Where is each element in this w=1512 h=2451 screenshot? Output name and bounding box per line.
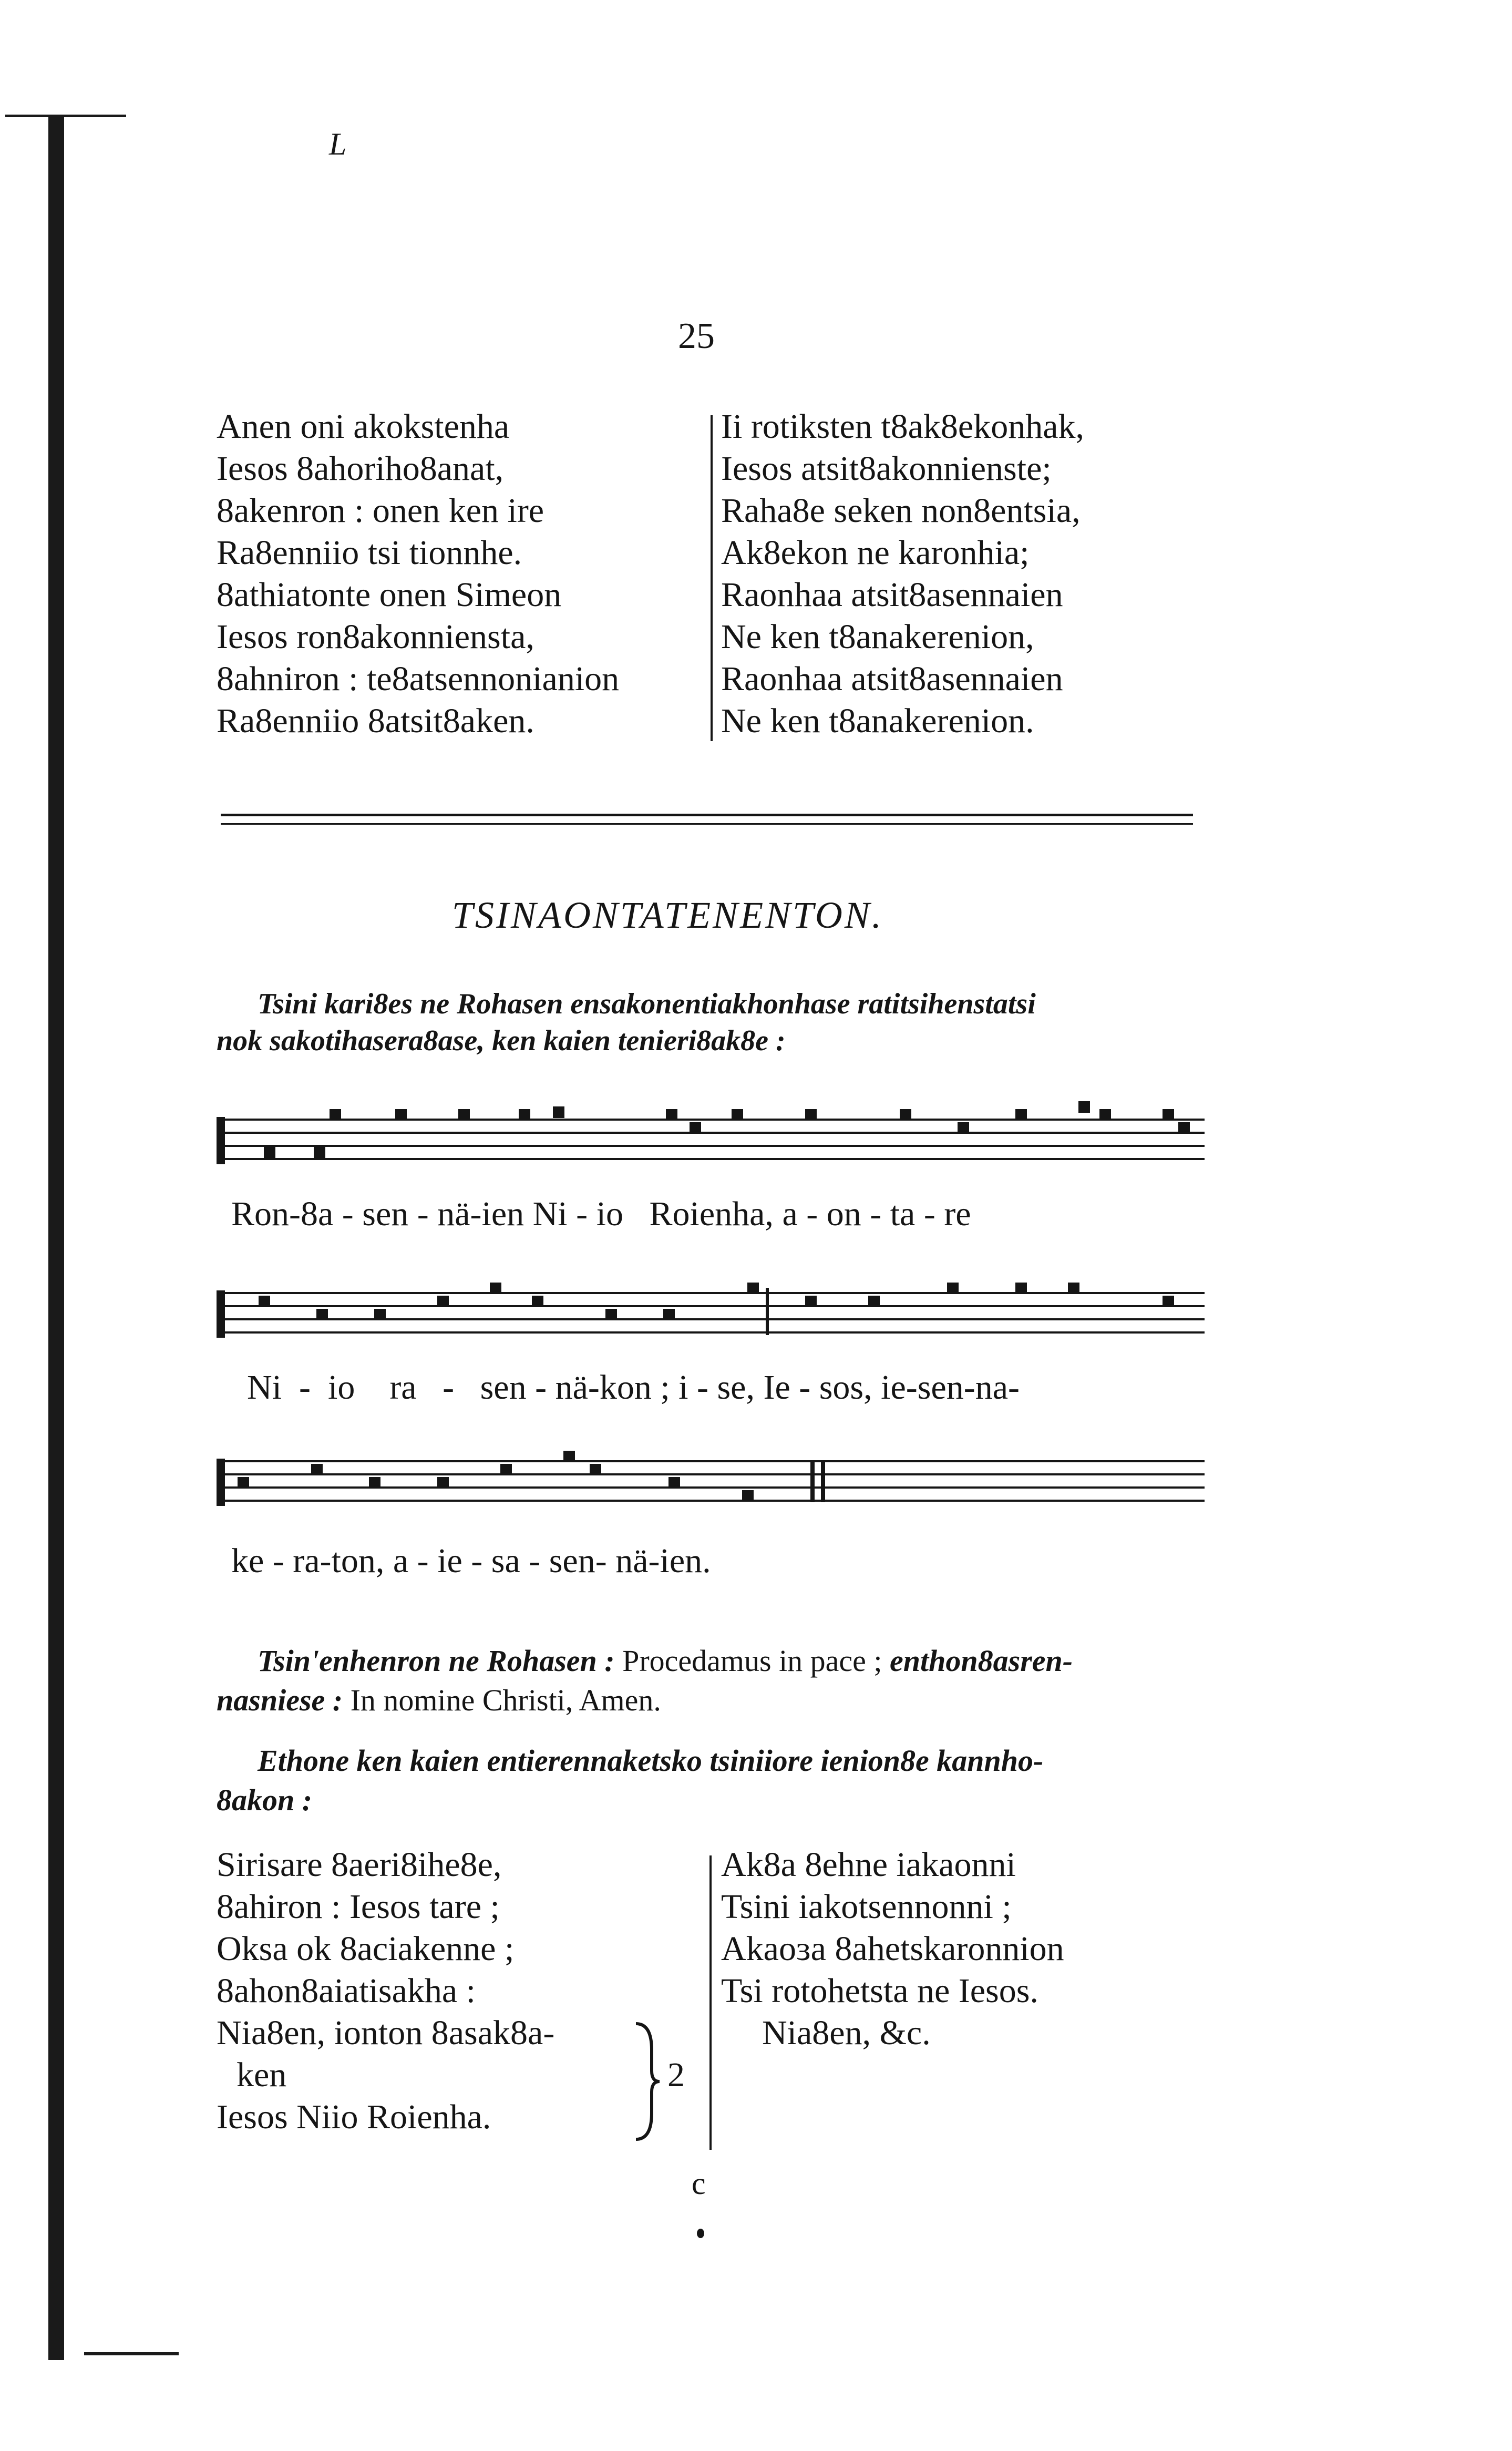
signature-mark: c bbox=[692, 2166, 706, 2201]
verse-line: Ak8ekon ne karonhia; bbox=[721, 534, 1030, 572]
hymn-line: Oksa ok 8aciakenne ; bbox=[217, 1930, 515, 1968]
rubric-text: Procedamus in pace ; bbox=[622, 1644, 882, 1678]
section-title: TSINAONTATENENTON. bbox=[452, 894, 883, 936]
hymn-line: 8ahiron : Iesos tare ; bbox=[217, 1888, 500, 1926]
lyric: - bbox=[529, 1542, 541, 1580]
lyric: - bbox=[272, 1542, 284, 1580]
music-lyrics-line-3 bbox=[231, 1540, 711, 1582]
lyric: a bbox=[393, 1542, 409, 1580]
lyric: sa bbox=[491, 1542, 520, 1580]
lyric: - bbox=[417, 1542, 429, 1580]
lyric: - bbox=[471, 1542, 483, 1580]
hymn-line: Nia8en, ionton 8asak8a- bbox=[217, 2014, 555, 2052]
lyric: re bbox=[944, 1195, 971, 1233]
lyric: ie-sen-na- bbox=[881, 1368, 1020, 1407]
verse-line: 8akenron : onen ken ire bbox=[217, 491, 544, 530]
binding-spine bbox=[48, 116, 64, 2360]
rubric-line: 8akon : bbox=[217, 1783, 313, 1817]
lyric: a bbox=[782, 1195, 798, 1233]
lyric: - bbox=[799, 1368, 811, 1407]
lyric: Ie bbox=[763, 1368, 790, 1407]
lyric: Roienha, bbox=[649, 1195, 774, 1233]
rubric-line: nok sakotihasera8ase, ken kaien tenieri8ak8e : bbox=[217, 1024, 786, 1057]
corner-mark: L bbox=[329, 127, 347, 161]
section-rule bbox=[221, 814, 1193, 816]
music-staff-1 bbox=[217, 1099, 1205, 1183]
lyric: - bbox=[299, 1368, 311, 1407]
verse-line: 8athiatonte onen Simeon bbox=[217, 576, 562, 614]
music-staff-2 bbox=[217, 1272, 1205, 1356]
hymn-line: 8ahon8aiatisakha : bbox=[217, 1972, 476, 2010]
lyric: ie bbox=[437, 1542, 462, 1580]
lyric: - bbox=[923, 1195, 935, 1233]
verse-line: Ra8enniio tsi tionnhe. bbox=[217, 534, 522, 572]
lyric: - bbox=[576, 1195, 588, 1233]
verse-line: Raha8e seken non8entsia, bbox=[721, 491, 1081, 530]
rubric-line bbox=[258, 1640, 1073, 1682]
verse-line: Raonhaa atsit8asennaien bbox=[721, 660, 1063, 698]
repeat-count: 2 bbox=[667, 2056, 685, 2094]
repeat-brace bbox=[631, 2018, 662, 2145]
verse-line: Iesos 8ahoriho8anat, bbox=[217, 449, 504, 488]
lyric: sen bbox=[362, 1195, 409, 1233]
verse-line: Ne ken t8anakerenion. bbox=[721, 702, 1034, 740]
rubric-line: Ethone ken kaien entierennaketsko tsiniiore ienion8e kannho- bbox=[258, 1744, 1044, 1778]
verse-line: Ne ken t8anakerenion, bbox=[721, 618, 1034, 656]
verse-line: Ra8enniio 8atsit8aken. bbox=[217, 702, 534, 740]
binding-spine-top bbox=[5, 115, 126, 117]
verse-line: Ii rotiksten t8ak8ekonhak, bbox=[721, 407, 1085, 446]
lyric: Ni bbox=[532, 1195, 568, 1233]
lyric: - bbox=[342, 1195, 354, 1233]
hymn-line: Sirisare 8aeri8ihe8e, bbox=[217, 1845, 502, 1884]
verse-line: Anen oni akokstenha bbox=[217, 407, 510, 446]
rubric-line: Tsini kari8es ne Rohasen ensakonentiakhonhase ratitsihenstatsi bbox=[258, 988, 1036, 1020]
music-lyrics-line-2 bbox=[247, 1367, 1020, 1409]
hymn-line: Tsini iakotsennonni ; bbox=[721, 1888, 1012, 1926]
rubric-lead: nasniese : bbox=[217, 1683, 343, 1717]
rubric-line bbox=[217, 1679, 661, 1721]
rubric-lead: Tsin'enhenron ne Rohasen : bbox=[258, 1644, 615, 1678]
lyric: - bbox=[535, 1368, 547, 1407]
lyric: - bbox=[417, 1195, 429, 1233]
verse-line: Raonhaa atsit8asennaien bbox=[721, 576, 1063, 614]
hymn-line: ken bbox=[236, 2056, 287, 2094]
lyric: i bbox=[678, 1368, 688, 1407]
lyric: ke bbox=[231, 1542, 264, 1580]
lyric: nä-ien. bbox=[615, 1542, 711, 1580]
lyric: on bbox=[826, 1195, 861, 1233]
lyric: nä-kon ; bbox=[555, 1368, 670, 1407]
music-lyrics-line-1 bbox=[231, 1193, 971, 1235]
lyric: nä-ien bbox=[437, 1195, 524, 1233]
lyric: ta bbox=[890, 1195, 916, 1233]
music-staff-3 bbox=[217, 1440, 1205, 1524]
ornament-dot bbox=[697, 2229, 704, 2238]
binding-spine-bottom bbox=[84, 2352, 179, 2355]
hymn-line: Nia8en, &c. bbox=[762, 2014, 931, 2052]
rubric-lead: enthon8asren- bbox=[890, 1644, 1073, 1678]
lyric: ra-ton, bbox=[293, 1542, 385, 1580]
lyric: sos, bbox=[819, 1368, 872, 1407]
hymn-line: Tsi rotohetsta ne Iesos. bbox=[721, 1972, 1038, 2010]
column-divider bbox=[709, 1855, 712, 2150]
lyric: - bbox=[870, 1195, 882, 1233]
hymn-line: Akaoɜa 8ahetskaronnion bbox=[721, 1930, 1064, 1968]
lyric: ra bbox=[389, 1368, 417, 1407]
verse-line: Iesos ron8akonniensta, bbox=[217, 618, 534, 656]
lyric: Ron-8a bbox=[231, 1195, 334, 1233]
hymn-line: Iesos Niio Roienha. bbox=[217, 2098, 491, 2136]
page-number: 25 bbox=[678, 316, 715, 356]
lyric: sen bbox=[480, 1368, 527, 1407]
lyric: - bbox=[697, 1368, 708, 1407]
lyric: io bbox=[596, 1195, 623, 1233]
rubric-text: In nomine Christi, Amen. bbox=[350, 1683, 661, 1717]
lyric: - bbox=[443, 1368, 455, 1407]
column-divider bbox=[711, 415, 713, 741]
hymn-line: Ak8a 8ehne iakaonni bbox=[721, 1845, 1016, 1884]
lyric: - bbox=[806, 1195, 818, 1233]
section-rule bbox=[221, 823, 1193, 825]
lyric: io bbox=[327, 1368, 355, 1407]
lyric: Ni bbox=[247, 1368, 282, 1407]
verse-line: Iesos atsit8akonnienste; bbox=[721, 449, 1052, 488]
lyric: se, bbox=[717, 1368, 755, 1407]
verse-line: 8ahniron : te8atsennonianion bbox=[217, 660, 620, 698]
lyric: sen- bbox=[549, 1542, 607, 1580]
